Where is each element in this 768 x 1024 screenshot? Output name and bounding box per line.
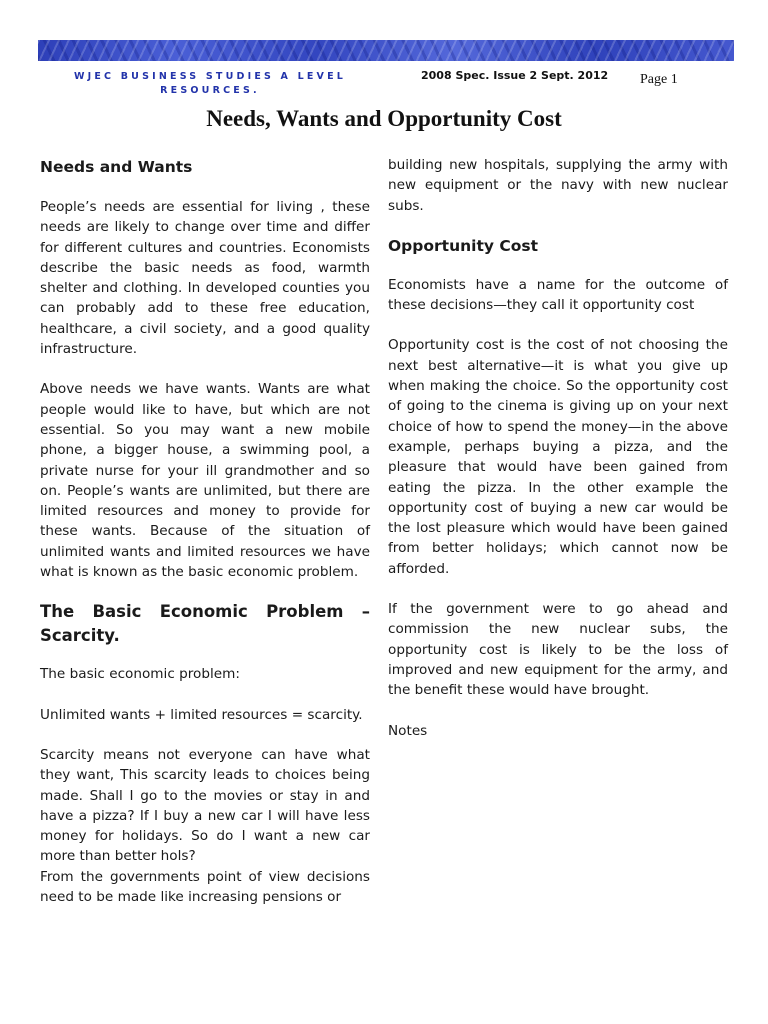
issue-label: 2008 Spec. Issue 2 Sept. 2012 xyxy=(421,69,609,82)
right-column xyxy=(388,155,728,741)
economic-problem-intro: The basic economic problem: xyxy=(40,666,240,683)
scarcity-equation: Unlimited wants + limited resources = scarcity. xyxy=(40,706,363,723)
government-paragraph-continued: building new hospitals, supplying the army with new equipment or the navy with new nuclear subs. xyxy=(388,157,728,214)
scarcity-heading: The Basic Economic Problem – Scarcity. xyxy=(40,602,370,646)
needs-paragraph: People’s needs are essential for living , these needs are likely to change over time and differ for different cultures and countries. Economists describe the basic needs as food, warmth shelter and clothing. In developed counties you can probably add to these free education, healthcare, a civil society, and a good quality infrastructure. xyxy=(40,199,370,358)
notes-label: Notes xyxy=(388,722,428,739)
header-banner xyxy=(38,40,734,61)
needs-wants-heading: Needs and Wants xyxy=(40,158,193,176)
wants-paragraph: Above needs we have wants. Wants are what people would like to have, but which are not essential. So you may want a new mobile phone, a bigger house, a swimming pool, a private nurse for your ill grandmother and so on. People’s wants are unlimited, but there are limited resources and money to provide for these wants. Because of the situation of unlimited wants and limited resources we have what is known as the basic economic problem. xyxy=(40,381,370,581)
government-opportunity-cost: If the government were to go ahead and commission the new nuclear subs, the opportunity cost is likely to be the loss of improved and new equipment for the army, and the benefit these would have brought. xyxy=(388,601,728,699)
government-paragraph: From the governments point of view decisions need to be made like increasing pensions or xyxy=(40,868,370,906)
opportunity-cost-intro: Economists have a name for the outcome of these decisions—they call it opportunity cost xyxy=(388,276,728,314)
left-column xyxy=(40,156,370,907)
page-number: Page 1 xyxy=(640,72,678,87)
opportunity-cost-definition: Opportunity cost is the cost of not choosing the next best alternative—it is what you give up when making the choice. So the opportunity cost of going to the cinema is giving up on your next choice of how to spend the money—in the above example, perhaps buying a pizza, and the pleasure that would have been gained from eating the pizza. In the other example the opportunity cost of buying a new car would be the lost pleasure which would have been gained from better holidays; which cannot now be afforded. xyxy=(388,337,728,577)
scarcity-paragraph: Scarcity means not everyone can have what they want, This scarcity leads to choices being made. Shall I go to the movies or stay in and have a pizza? If I buy a new car I will have less money for holidays. So do I want a new car more than better hols? xyxy=(40,746,370,865)
opportunity-cost-heading: Opportunity Cost xyxy=(388,236,539,255)
series-label: WJEC BUSINESS STUDIES A LEVEL RESOURCES. xyxy=(73,71,347,96)
page-title: Needs, Wants and Opportunity Cost xyxy=(206,106,562,131)
